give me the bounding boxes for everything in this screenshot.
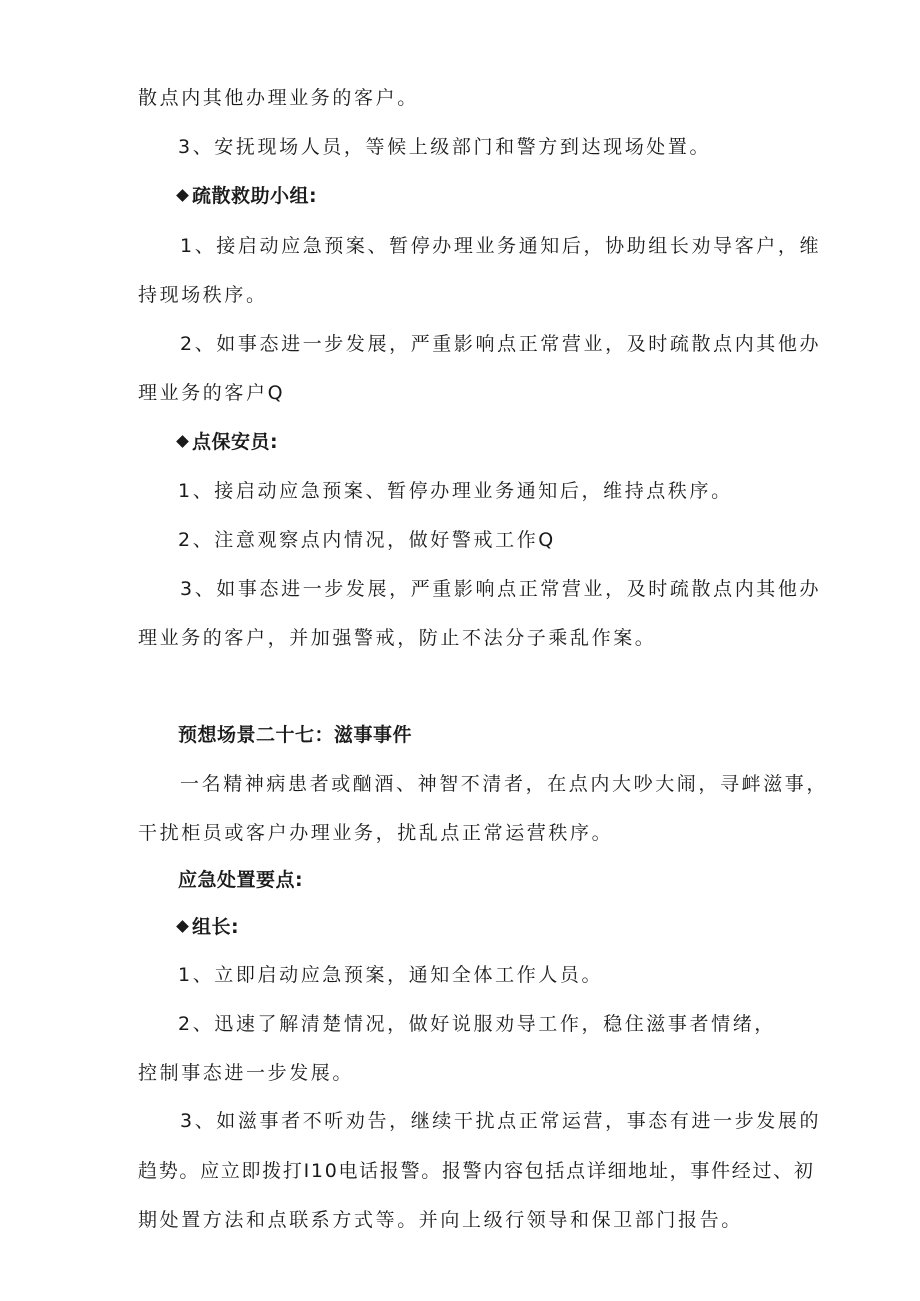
paragraph-line: 1、立即启动应急预案，通知全体工作人员。	[178, 964, 604, 986]
paragraph-line: 一名精神病患者或酗酒、神智不清者，在点内大吵大闹，寻衅滋事，	[180, 773, 829, 795]
paragraph-line: 散点内其他办理业务的客户。	[138, 87, 419, 109]
paragraph-line: 1、接启动应急预案、暂停办理业务通知后，协助组长劝导客户，维	[180, 235, 822, 257]
section-heading-text: 点保安员:	[192, 431, 279, 453]
section-heading-text: 组长:	[192, 916, 240, 938]
paragraph-line: 2、如事态进一步发展，严重影响点正常营业，及时疏散点内其他办	[180, 333, 822, 355]
scenario-title: 预想场景二十七：滋事事件	[178, 724, 413, 746]
paragraph-line: 2、注意观察点内情况，做好警戒工作Q	[178, 529, 556, 551]
paragraph-line: 1、接启动应急预案、暂停办理业务通知后，维持点秩序。	[178, 480, 733, 502]
diamond-bullet-icon	[176, 435, 189, 448]
section-heading-text: 疏散救助小组:	[192, 185, 318, 207]
paragraph-line: 控制事态进一步发展。	[138, 1062, 355, 1084]
paragraph-line: 3、如滋事者不听劝告，继续干扰点正常运营，事态有进一步发展的	[180, 1110, 822, 1132]
section-heading: 应急处置要点:	[178, 869, 304, 891]
section-heading	[176, 183, 317, 209]
paragraph-line: 干扰柜员或客户办理业务，扰乱点正常运营秩序。	[138, 822, 614, 844]
paragraph-line: 3、安抚现场人员，等候上级部门和警方到达现场处置。	[178, 136, 712, 158]
diamond-bullet-icon	[176, 920, 189, 933]
paragraph-line: 趋势。应立即拨打I10电话报警。报警内容包括点详细地址，事件经过、初	[138, 1160, 815, 1182]
section-heading	[176, 914, 239, 940]
paragraph-line: 期处置方法和点联系方式等。并向上级行领导和保卫部门报告。	[138, 1209, 743, 1231]
section-heading	[176, 429, 278, 455]
diamond-bullet-icon	[176, 189, 189, 202]
paragraph-line: 持现场秩序。	[138, 284, 268, 306]
paragraph-line: 2、迅速了解清楚情况，做好说服劝导工作，稳住滋事者情绪，	[178, 1013, 776, 1035]
paragraph-line: 理业务的客户Q	[138, 382, 286, 404]
paragraph-line: 3、如事态进一步发展，严重影响点正常营业，及时疏散点内其他办	[180, 578, 822, 600]
paragraph-line: 理业务的客户，并加强警戒，防止不法分子乘乱作案。	[138, 627, 657, 649]
